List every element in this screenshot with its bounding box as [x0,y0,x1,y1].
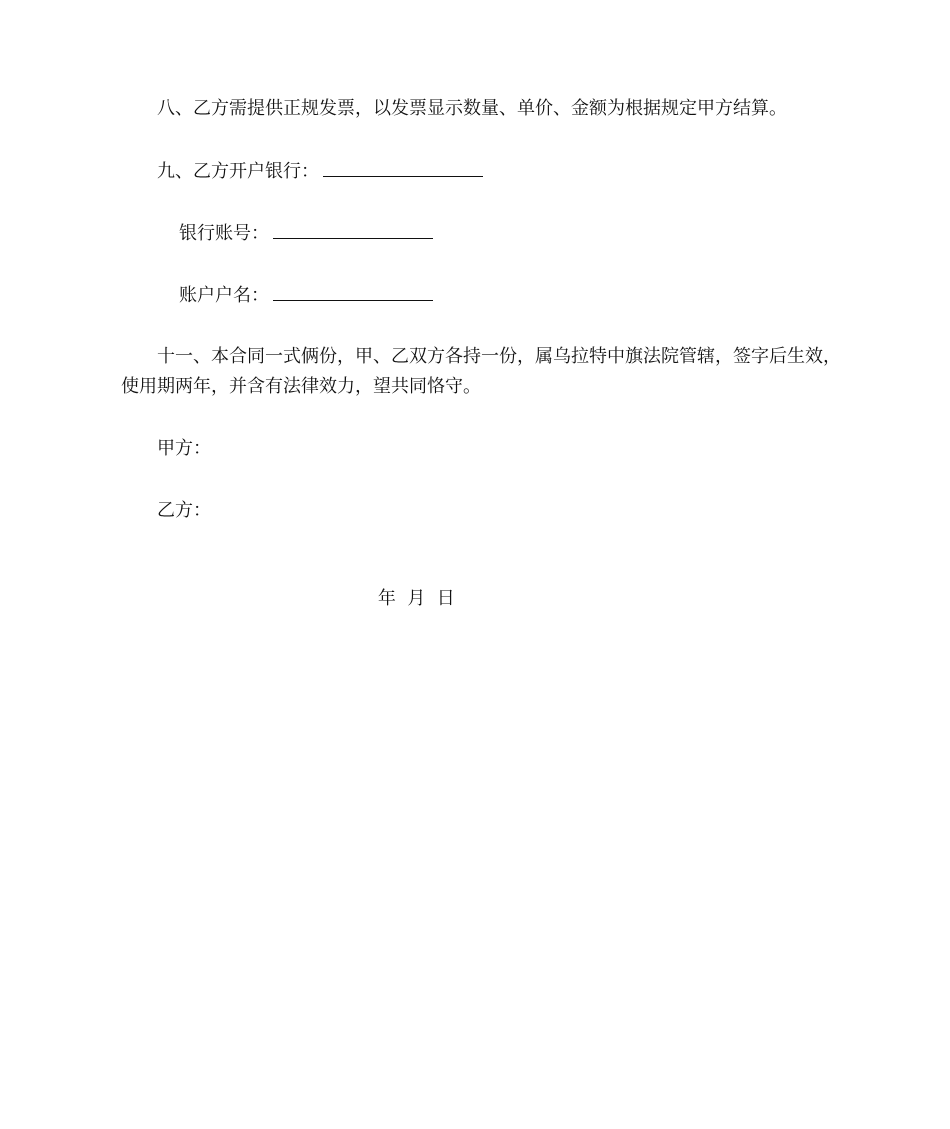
account-name-blank-field [273,282,433,301]
clause-11-text-2: 使用期两年，并含有法律效力，望共同恪守。 [121,376,481,397]
clause-11-line-1 [157,344,841,370]
clause-11-line-2 [121,374,481,400]
account-number-blank-field [273,220,433,239]
clause-9-bank-line [157,158,483,185]
party-a-label: 甲方： [157,438,211,459]
clause-8-text [157,96,787,122]
date-label: 年 月 日 [377,588,455,609]
clause-11-text-1: 十一、本合同一式俩份，甲、乙双方各持一份，属乌拉特中旗法院管辖，签字后生效， [157,346,841,367]
bank-blank-field [323,158,483,177]
account-number-label: 银行账号： [179,223,269,244]
account-number-line [179,220,433,247]
date-line [355,560,455,638]
bank-label: 九、乙方开户银行： [157,161,319,182]
party-b-signature-line [157,498,211,524]
party-b-label: 乙方： [157,500,211,521]
account-name-line [179,282,433,309]
clause-8-label: 八、乙方需提供正规发票，以发票显示数量、单价、金额为根据规定甲方结算。 [157,98,787,119]
party-a-signature-line [157,436,211,462]
account-name-label: 账户户名： [179,285,269,306]
